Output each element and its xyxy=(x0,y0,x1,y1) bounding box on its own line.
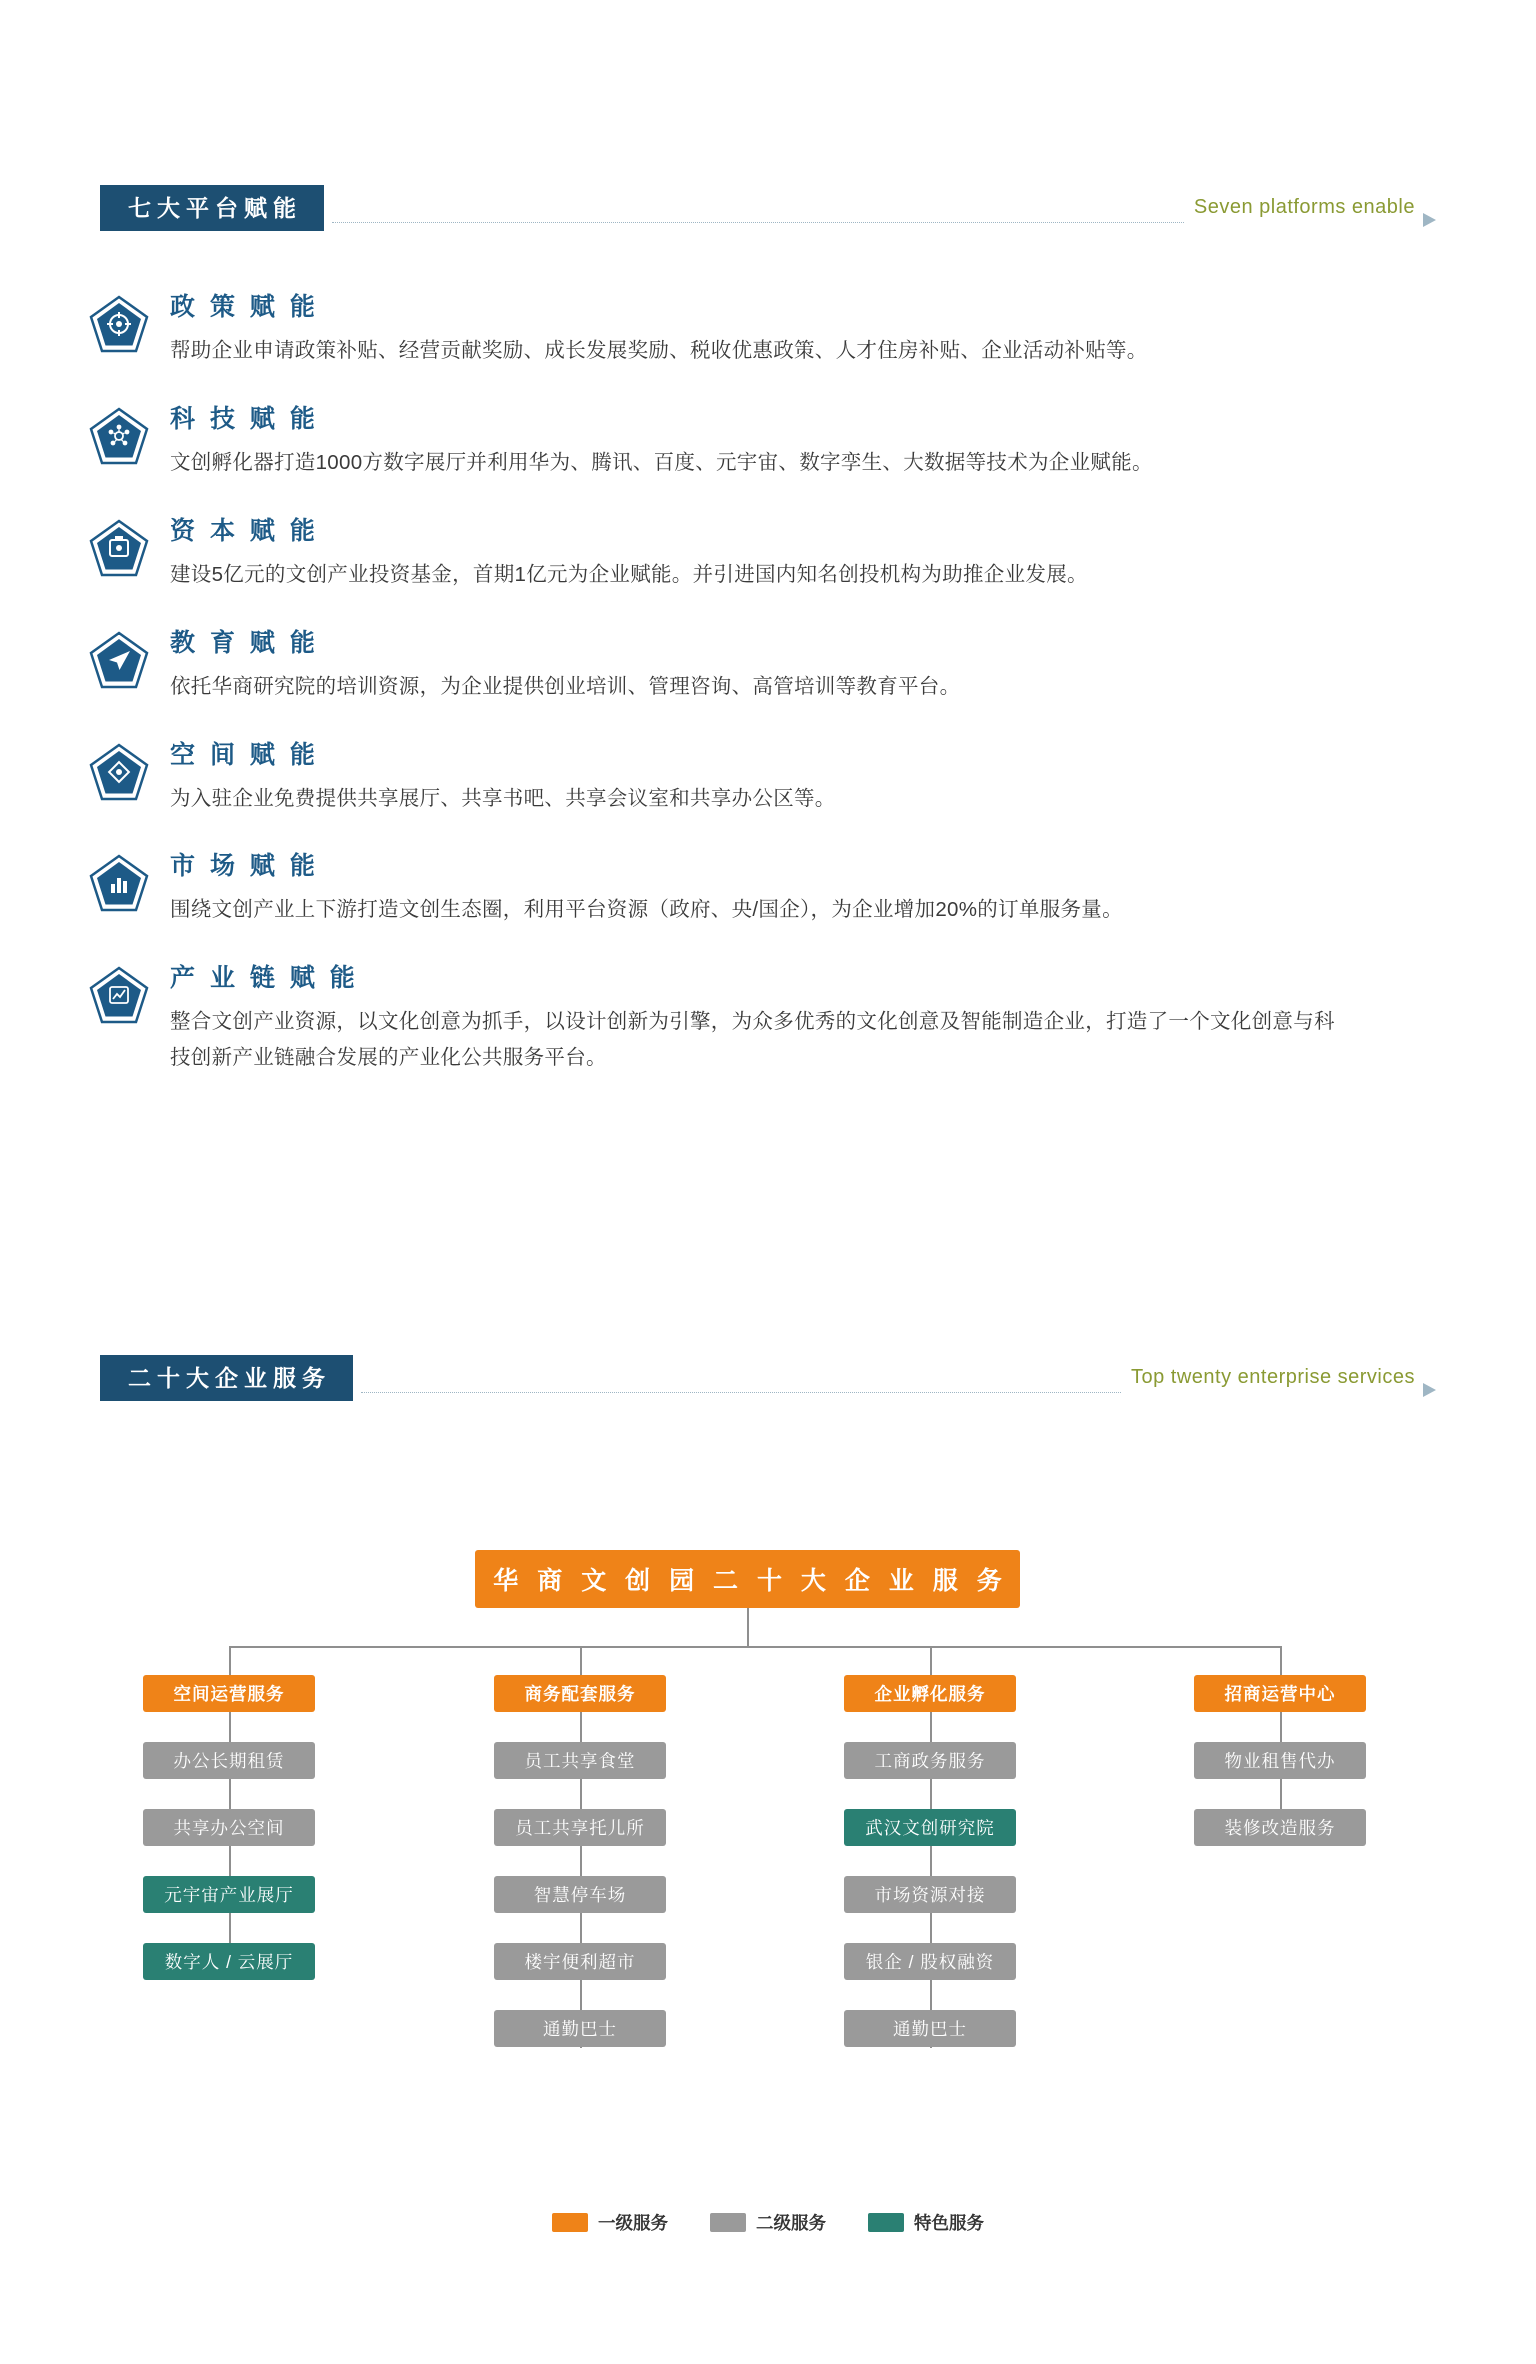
section-divider-dots xyxy=(361,1391,1121,1393)
platform-item xyxy=(88,849,1458,928)
org-node[interactable]: 元宇宙产业展厅 xyxy=(143,1876,315,1913)
legend-item xyxy=(552,2210,668,2235)
platform-title: 市 场 赋 能 xyxy=(170,852,319,881)
platform-desc: 为入驻企业免费提供共享展厅、共享书吧、共享会议室和共享办公区等。 xyxy=(170,786,836,810)
platform-item xyxy=(88,738,1458,817)
platform-title: 空 间 赋 能 xyxy=(170,740,319,769)
section-tag-services: 二十大企业服务 xyxy=(100,1355,353,1401)
org-node[interactable]: 智慧停车场 xyxy=(494,1876,666,1913)
platform-desc: 建设5亿元的文创产业投资基金，首期1亿元为企业赋能。并引进国内知名创投机构为助推企业发展。 xyxy=(170,562,1088,586)
technology-icon xyxy=(88,406,150,468)
legend-label: 二级服务 xyxy=(756,2213,826,2233)
platform-desc: 帮助企业申请政策补贴、经营贡献奖励、成长发展奖励、税收优惠政策、人才住房补贴、企业活动补贴等。 xyxy=(170,339,1148,362)
legend-swatch-primary xyxy=(552,2213,588,2232)
org-column xyxy=(844,1675,1016,2077)
connector-vertical xyxy=(580,1646,582,1675)
platform-desc: 围绕文创产业上下游打造文创生态圈，利用平台资源（政府、央/国企），为企业增加20%的订单服务量。 xyxy=(170,898,1123,922)
platform-title: 教 育 赋 能 xyxy=(170,628,319,657)
platform-desc: 依托华商研究院的培训资源，为企业提供创业培训、管理咨询、高管培训等教育平台。 xyxy=(170,674,961,698)
section-header-platforms xyxy=(100,185,1436,231)
policy-icon xyxy=(88,294,150,356)
platform-list xyxy=(88,290,1458,1109)
legend-item xyxy=(710,2210,826,2235)
capital-icon xyxy=(88,518,150,580)
org-node[interactable]: 数字人 / 云展厅 xyxy=(143,1943,315,1980)
space-icon xyxy=(88,742,150,804)
section-subtitle-platforms: Seven platforms enable xyxy=(1193,195,1415,218)
org-chart xyxy=(0,1510,1536,2210)
section-tag-platforms: 七大平台赋能 xyxy=(100,185,324,231)
org-node-head[interactable]: 空间运营服务 xyxy=(143,1675,315,1712)
org-node[interactable]: 装修改造服务 xyxy=(1194,1809,1366,1846)
org-node[interactable]: 银企 / 股权融资 xyxy=(844,1943,1016,1980)
org-node[interactable]: 通勤巴士 xyxy=(844,2010,1016,2047)
section-subtitle-services: Top twenty enterprise services xyxy=(1130,1365,1415,1388)
org-node-head[interactable]: 商务配套服务 xyxy=(494,1675,666,1712)
legend-swatch-special xyxy=(868,2213,904,2232)
section-divider-dots xyxy=(332,221,1184,223)
org-node[interactable]: 通勤巴士 xyxy=(494,2010,666,2047)
legend-label: 特色服务 xyxy=(914,2213,984,2233)
connector-vertical xyxy=(1280,1646,1282,1675)
platform-desc: 文创孵化器打造1000方数字展厅并利用华为、腾讯、百度、元宇宙、数字孪生、大数据等技术为企业赋能。 xyxy=(170,450,1153,474)
org-column xyxy=(143,1675,315,2010)
org-node[interactable]: 武汉文创研究院 xyxy=(844,1809,1016,1846)
platform-item xyxy=(88,514,1458,593)
connector-horizontal xyxy=(229,1646,1281,1648)
platform-title: 产 业 链 赋 能 xyxy=(170,964,359,993)
platform-item xyxy=(88,290,1458,369)
org-node[interactable]: 物业租售代办 xyxy=(1194,1742,1366,1779)
connector-vertical xyxy=(930,1646,932,1675)
platform-item xyxy=(88,626,1458,705)
org-root-node: 华 商 文 创 园 二 十 大 企 业 服 务 xyxy=(475,1550,1020,1608)
org-node[interactable]: 办公长期租赁 xyxy=(143,1742,315,1779)
org-column xyxy=(1194,1675,1366,1876)
org-node-head[interactable]: 招商运营中心 xyxy=(1194,1675,1366,1712)
platform-title: 资 本 赋 能 xyxy=(170,516,319,545)
platform-desc: 整合文创产业资源，以文化创意为抓手，以设计创新为引擎，为众多优秀的文化创意及智能制造企业，打造了一个文化创意与科技创新产业链融合发展的产业化公共服务平台。 xyxy=(170,1010,1335,1070)
section-header-services xyxy=(100,1355,1436,1401)
org-column xyxy=(494,1675,666,2077)
arrow-right-icon xyxy=(1423,1383,1436,1397)
industry-chain-icon xyxy=(88,965,150,1027)
org-legend xyxy=(0,2210,1536,2235)
org-node[interactable]: 楼宇便利超市 xyxy=(494,1943,666,1980)
connector-vertical xyxy=(747,1608,749,1646)
platform-title: 科 技 赋 能 xyxy=(170,404,319,433)
market-icon xyxy=(88,853,150,915)
platform-title: 政 策 赋 能 xyxy=(170,293,319,321)
legend-swatch-secondary xyxy=(710,2213,746,2232)
org-node[interactable]: 员工共享食堂 xyxy=(494,1742,666,1779)
platform-item xyxy=(88,402,1458,481)
legend-label: 一级服务 xyxy=(598,2213,668,2233)
org-node[interactable]: 工商政务服务 xyxy=(844,1742,1016,1779)
org-node[interactable]: 共享办公空间 xyxy=(143,1809,315,1846)
org-node-head[interactable]: 企业孵化服务 xyxy=(844,1675,1016,1712)
connector-vertical xyxy=(229,1646,231,1675)
org-node[interactable]: 市场资源对接 xyxy=(844,1876,1016,1913)
org-node[interactable]: 员工共享托儿所 xyxy=(494,1809,666,1846)
arrow-right-icon xyxy=(1423,213,1436,227)
platform-item xyxy=(88,961,1458,1076)
education-icon xyxy=(88,630,150,692)
legend-item xyxy=(868,2210,984,2235)
